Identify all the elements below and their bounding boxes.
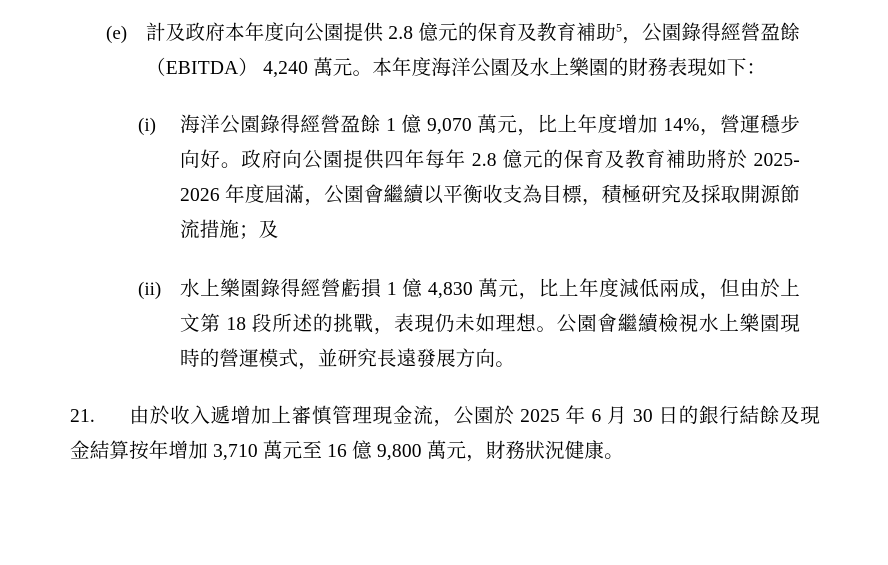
numbered-paragraph	[70, 399, 848, 469]
paragraph-text: 海洋公園錄得經營盈餘 1 億 9,070 萬元，比上年度增加 14%，營運穩步向好。政府向公園提供四年每年 2.8 億元的保育及教育補助將於 2025-2026 年度屆滿，公園會繼續以平衡收支為目標，積極研究及採取開源節流措施；及	[180, 115, 800, 241]
list-marker: (i)	[138, 115, 156, 136]
paragraph-text	[70, 399, 848, 469]
list-marker: (ii)	[138, 279, 162, 300]
paragraph-text	[146, 16, 848, 86]
footnote-reference: 5	[615, 20, 623, 35]
paragraph-text: 水上樂園錄得經營虧損 1 億 4,830 萬元，比上年度減低兩成，但由於上文第 18 段所述的挑戰，表現仍未如理想。公園會繼續檢視水上樂園現時的營運模式，並研究長遠發展方向。	[180, 279, 800, 370]
list-marker: (e)	[106, 23, 128, 44]
spacer	[40, 248, 848, 272]
list-item	[138, 272, 848, 377]
list-item	[106, 16, 848, 86]
spacer	[40, 377, 848, 399]
paragraph-text-before-footnote: 計及政府本年度向公園提供 2.8 億元的保育及教育補助	[146, 23, 616, 44]
paragraph-body: 由於收入遞增加上審慎管理現金流，公園於 2025 年 6 月 30 日的銀行結餘及現金結算按年增加 3,710 萬元至 16 億 9,800 萬元，財務狀況健康。	[70, 406, 820, 462]
spacer	[40, 86, 848, 108]
paragraph-text-after-footnote: ，公園錄得經營盈餘（EBITDA） 4,240 萬元。本年度海洋公園及水上樂園的財務表現如下：	[146, 23, 800, 79]
paragraph-number: 21.	[70, 406, 95, 427]
list-item	[138, 108, 848, 248]
